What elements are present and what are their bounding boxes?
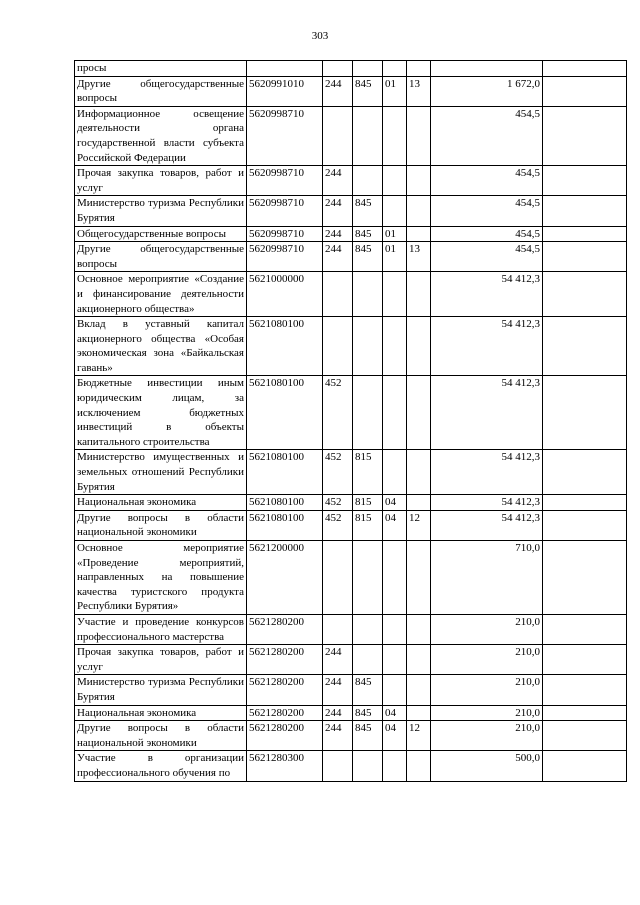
row-rz-cell: [383, 317, 407, 376]
row-empty-cell: [543, 196, 627, 226]
row-sum-cell: 210,0: [431, 675, 543, 705]
row-grbs-cell: 845: [353, 705, 383, 721]
row-sum-cell: 210,0: [431, 721, 543, 751]
row-name-cell: Вклад в уставный капитал акционерного общества «Особая экономическая зона «Байкальская гавань»: [75, 317, 247, 376]
row-code-cell: 5621000000: [247, 272, 323, 317]
row-grbs-cell: 845: [353, 675, 383, 705]
table-row: [75, 166, 627, 196]
row-name-cell: Национальная экономика: [75, 705, 247, 721]
row-sum-cell: 1 672,0: [431, 76, 543, 106]
row-code-cell: 5621280200: [247, 614, 323, 644]
table-row: [75, 675, 627, 705]
row-grbs-cell: 815: [353, 495, 383, 511]
row-empty-cell: [543, 106, 627, 165]
row-grbs-cell: 845: [353, 242, 383, 272]
row-vr-cell: [323, 272, 353, 317]
row-vr-cell: 452: [323, 450, 353, 495]
row-name-cell: Другие общегосударственные вопросы: [75, 242, 247, 272]
row-rz-cell: 04: [383, 510, 407, 540]
row-rz-cell: [383, 751, 407, 781]
row-code-cell: 5621080100: [247, 450, 323, 495]
table-row: [75, 645, 627, 675]
row-name-cell: Бюджетные инвестиции иным юридическим лицам, за исключением бюджетных инвестиций в объекты капитального строительства: [75, 376, 247, 450]
row-name-cell: Национальная экономика: [75, 495, 247, 511]
row-code-cell: 5621280200: [247, 721, 323, 751]
row-empty-cell: [543, 450, 627, 495]
row-pr-cell: 12: [407, 510, 431, 540]
row-grbs-cell: [353, 376, 383, 450]
row-pr-cell: 12: [407, 721, 431, 751]
row-pr-cell: [407, 705, 431, 721]
row-empty-cell: [543, 705, 627, 721]
row-code-cell: [247, 61, 323, 77]
row-pr-cell: [407, 614, 431, 644]
row-vr-cell: 244: [323, 645, 353, 675]
row-sum-cell: 210,0: [431, 614, 543, 644]
row-grbs-cell: [353, 61, 383, 77]
table-row: [75, 226, 627, 242]
row-sum-cell: 54 412,3: [431, 510, 543, 540]
row-vr-cell: 244: [323, 721, 353, 751]
row-empty-cell: [543, 61, 627, 77]
row-pr-cell: [407, 317, 431, 376]
row-empty-cell: [543, 226, 627, 242]
row-sum-cell: 710,0: [431, 541, 543, 615]
row-vr-cell: [323, 751, 353, 781]
row-rz-cell: 01: [383, 226, 407, 242]
row-grbs-cell: 815: [353, 510, 383, 540]
row-empty-cell: [543, 242, 627, 272]
row-grbs-cell: [353, 106, 383, 165]
row-grbs-cell: 845: [353, 226, 383, 242]
row-rz-cell: 04: [383, 495, 407, 511]
table-row: [75, 450, 627, 495]
row-code-cell: 5621280200: [247, 645, 323, 675]
row-vr-cell: 244: [323, 705, 353, 721]
table-row: [75, 272, 627, 317]
row-name-cell: Информационное освещение деятельности органа государственной власти субъекта Российской Федерации: [75, 106, 247, 165]
row-sum-cell: 454,5: [431, 166, 543, 196]
row-pr-cell: [407, 196, 431, 226]
row-empty-cell: [543, 317, 627, 376]
table-row: [75, 317, 627, 376]
row-rz-cell: [383, 675, 407, 705]
row-code-cell: 5621080100: [247, 510, 323, 540]
table-row: [75, 495, 627, 511]
row-vr-cell: [323, 317, 353, 376]
row-sum-cell: 454,5: [431, 106, 543, 165]
table-row: [75, 751, 627, 781]
row-rz-cell: 04: [383, 721, 407, 751]
row-vr-cell: 244: [323, 675, 353, 705]
row-name-cell: Другие вопросы в области национальной экономики: [75, 721, 247, 751]
budget-table: [74, 60, 627, 782]
table-row: [75, 376, 627, 450]
row-pr-cell: [407, 450, 431, 495]
row-sum-cell: 454,5: [431, 226, 543, 242]
row-code-cell: 5620998710: [247, 166, 323, 196]
row-pr-cell: [407, 106, 431, 165]
row-vr-cell: 244: [323, 166, 353, 196]
table-row: [75, 196, 627, 226]
row-name-cell: Общегосударственные вопросы: [75, 226, 247, 242]
row-code-cell: 5621280200: [247, 675, 323, 705]
row-code-cell: 5620998710: [247, 242, 323, 272]
row-rz-cell: 01: [383, 76, 407, 106]
table-row: [75, 614, 627, 644]
row-sum-cell: 454,5: [431, 196, 543, 226]
row-name-cell: Другие общегосударственные вопросы: [75, 76, 247, 106]
row-pr-cell: [407, 495, 431, 511]
table-row: [75, 721, 627, 751]
row-sum-cell: 210,0: [431, 705, 543, 721]
table-row: [75, 106, 627, 165]
row-vr-cell: 244: [323, 196, 353, 226]
row-grbs-cell: [353, 614, 383, 644]
row-vr-cell: [323, 541, 353, 615]
row-rz-cell: [383, 450, 407, 495]
row-name-cell: Министерство имущественных и земельных отношений Республики Бурятия: [75, 450, 247, 495]
row-pr-cell: [407, 541, 431, 615]
row-vr-cell: [323, 106, 353, 165]
row-name-cell: Участие и проведение конкурсов профессионального мастерства: [75, 614, 247, 644]
row-name-cell: Участие в организации профессионального обучения по: [75, 751, 247, 781]
row-grbs-cell: 845: [353, 721, 383, 751]
table-row: [75, 76, 627, 106]
row-empty-cell: [543, 495, 627, 511]
row-pr-cell: [407, 272, 431, 317]
row-name-cell: Другие вопросы в области национальной экономики: [75, 510, 247, 540]
row-grbs-cell: 815: [353, 450, 383, 495]
row-vr-cell: 452: [323, 510, 353, 540]
row-rz-cell: [383, 645, 407, 675]
row-grbs-cell: [353, 317, 383, 376]
row-name-cell: просы: [75, 61, 247, 77]
row-sum-cell: 54 412,3: [431, 450, 543, 495]
row-code-cell: 5620998710: [247, 226, 323, 242]
table-row: [75, 510, 627, 540]
row-empty-cell: [543, 510, 627, 540]
row-empty-cell: [543, 751, 627, 781]
row-name-cell: Основное мероприятие «Проведение мероприятий, направленных на повышение качества туристского продукта Республики Бурятия»: [75, 541, 247, 615]
page-number: 303: [311, 30, 329, 42]
table-row: [75, 705, 627, 721]
row-name-cell: Прочая закупка товаров, работ и услуг: [75, 645, 247, 675]
row-grbs-cell: 845: [353, 76, 383, 106]
row-rz-cell: [383, 614, 407, 644]
row-empty-cell: [543, 272, 627, 317]
row-grbs-cell: [353, 645, 383, 675]
row-rz-cell: [383, 196, 407, 226]
row-sum-cell: 500,0: [431, 751, 543, 781]
row-sum-cell: 210,0: [431, 645, 543, 675]
row-sum-cell: 54 412,3: [431, 272, 543, 317]
row-grbs-cell: 845: [353, 196, 383, 226]
row-code-cell: 5621200000: [247, 541, 323, 615]
row-pr-cell: 13: [407, 242, 431, 272]
row-vr-cell: [323, 614, 353, 644]
row-sum-cell: 54 412,3: [431, 317, 543, 376]
row-rz-cell: [383, 106, 407, 165]
row-pr-cell: [407, 645, 431, 675]
row-empty-cell: [543, 614, 627, 644]
row-code-cell: 5621080100: [247, 495, 323, 511]
row-sum-cell: 454,5: [431, 242, 543, 272]
row-empty-cell: [543, 721, 627, 751]
row-name-cell: Прочая закупка товаров, работ и услуг: [75, 166, 247, 196]
row-rz-cell: [383, 376, 407, 450]
row-vr-cell: 452: [323, 376, 353, 450]
row-grbs-cell: [353, 751, 383, 781]
row-name-cell: Министерство туризма Республики Бурятия: [75, 196, 247, 226]
row-pr-cell: [407, 61, 431, 77]
row-pr-cell: 13: [407, 76, 431, 106]
row-empty-cell: [543, 166, 627, 196]
table-row: [75, 61, 627, 77]
row-empty-cell: [543, 541, 627, 615]
budget-table-body: [75, 61, 627, 782]
row-name-cell: Министерство туризма Республики Бурятия: [75, 675, 247, 705]
row-code-cell: 5620998710: [247, 106, 323, 165]
row-grbs-cell: [353, 272, 383, 317]
row-grbs-cell: [353, 541, 383, 615]
row-pr-cell: [407, 376, 431, 450]
row-empty-cell: [543, 675, 627, 705]
row-vr-cell: 244: [323, 242, 353, 272]
row-empty-cell: [543, 76, 627, 106]
row-pr-cell: [407, 675, 431, 705]
row-sum-cell: [431, 61, 543, 77]
row-code-cell: 5620998710: [247, 196, 323, 226]
row-name-cell: Основное мероприятие «Создание и финансирование деятельности акционерного общества»: [75, 272, 247, 317]
row-sum-cell: 54 412,3: [431, 376, 543, 450]
row-empty-cell: [543, 645, 627, 675]
row-pr-cell: [407, 226, 431, 242]
row-rz-cell: [383, 61, 407, 77]
table-row: [75, 242, 627, 272]
row-rz-cell: [383, 166, 407, 196]
row-empty-cell: [543, 376, 627, 450]
row-code-cell: 5621080100: [247, 376, 323, 450]
row-vr-cell: 244: [323, 76, 353, 106]
row-code-cell: 5621280300: [247, 751, 323, 781]
row-rz-cell: [383, 272, 407, 317]
row-vr-cell: [323, 61, 353, 77]
row-grbs-cell: [353, 166, 383, 196]
table-row: [75, 541, 627, 615]
row-code-cell: 5621080100: [247, 317, 323, 376]
row-vr-cell: 244: [323, 226, 353, 242]
row-pr-cell: [407, 166, 431, 196]
row-rz-cell: 04: [383, 705, 407, 721]
row-code-cell: 5620991010: [247, 76, 323, 106]
row-rz-cell: [383, 541, 407, 615]
row-pr-cell: [407, 751, 431, 781]
row-code-cell: 5621280200: [247, 705, 323, 721]
row-vr-cell: 452: [323, 495, 353, 511]
row-rz-cell: 01: [383, 242, 407, 272]
row-sum-cell: 54 412,3: [431, 495, 543, 511]
